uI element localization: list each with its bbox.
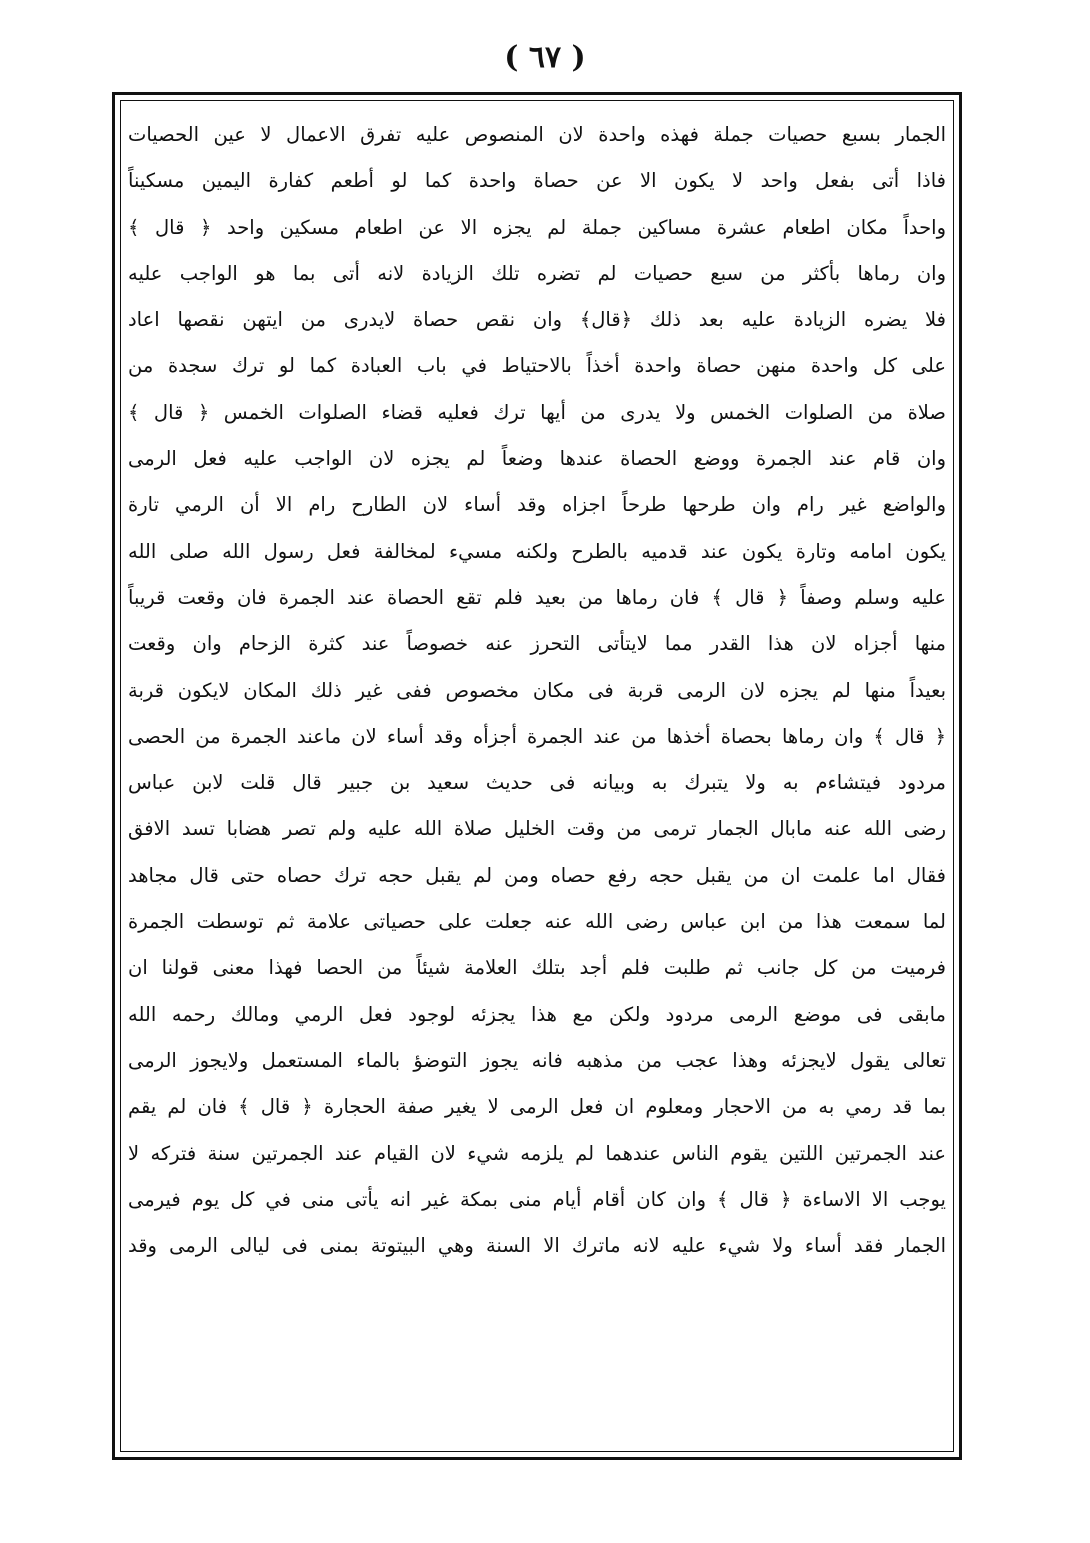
text-line: صلاة من الصلوات الخمس ولا يدرى من أيها ترك فعليه قضاء الصلوات الخمس ﴿ قال ﴾ (128, 400, 946, 424)
text-body (128, 112, 946, 1269)
text-line: فلا يضره الزيادة عليه بعد ذلك ﴿قال﴾ وان نقص حصاة لايدرى من ايتهن نقصها اعاد (128, 308, 946, 332)
text-line: فاذا أتى بفعل واحد لا يكون الا عن حصاة واحدة كما لو أطعم كفارة اليمين مسكيناً (128, 169, 946, 193)
text-line: منها أجزاه لان هذا القدر مما لايتأتى التحرز عنه خصوصاً عند كثرة الزحام وان وقعت (128, 632, 946, 656)
text-line: وان قام عند الجمرة ووضع الحصاة عندها وضعاً لم يجزه لان الواجب عليه فعل الرمى (128, 447, 946, 471)
page-number: ( ٦٧ ) (504, 40, 586, 75)
text-line: يكون امامه وتارة يكون عند قدميه بالطرح ولكنه مسيء لمخالفة فعل رسول الله صلى الله (128, 539, 946, 563)
text-line: والواضع غير رام وان طرحها طرحاً اجزاه وقد أساء لان الطارح رام الا أن الرمي تارة (128, 493, 946, 517)
text-line: بعيداً منها لم يجزه لان الرمى قربة فى مكان مخصوص ففى غير ذلك المكان لايكون قربة (128, 678, 946, 702)
text-line: فرميت من كل جانب ثم طلبت فلم أجد بتلك العلامة شيئاً من الحصا فهذا معنى قولنا ان (128, 956, 946, 980)
text-line: عليه وسلم وصفاً ﴿ قال ﴾ فان رماها من بعيد فلم تقع الحصاة عند الجمرة فان وقعت قريباً (128, 585, 946, 609)
text-line: لما سمعت هذا من ابن عباس رضى الله عنه جعلت على حصياتى علامة ثم توسطت الجمرة (128, 910, 946, 934)
text-line: واحداً مكان اطعام عشرة مساكين جملة لم يجزه الا عن اطعام مسكين واحد ﴿ قال ﴾ (128, 215, 946, 239)
text-line: عند الجمرتين اللتين يقوم الناس عندهما لم يلزمه شيء لان القيام عند الجمرتين سنة فتركه لا (128, 1141, 946, 1165)
text-line: رضى الله عنه مابال الجمار ترمى من وقت الخليل صلاة الله عليه ولم تصر هضابا تسد الافق (128, 817, 946, 841)
text-line: على كل واحدة منهن حصاة واحدة أخذاً بالاحتياط في باب العبادة كما لو ترك سجدة من (128, 354, 946, 378)
text-line: الجمار بسبع حصيات جملة فهذه واحدة لان المنصوص عليه تفرق الاعمال لا عين الحصيات (128, 123, 946, 146)
text-line: فقال اما علمت ان من يقبل حجه رفع حصاه ومن لم يقبل حجه ترك حصاه حتى قال مجاهد (128, 863, 946, 887)
text-line: الجمار فقد أساء ولا شيء عليه لانه ماترك الا السنة وهي البيتوتة بمنى فى ليالى الرمى وقد (128, 1234, 946, 1258)
text-line: ﴿ قال ﴾ وان رماها بحصاة أخذها من عند الجمرة أجزأه وقد أساء لان ماعند الجمرة من الحصى (128, 724, 946, 748)
text-line: تعالى يقول لايجزئه وهذا عجب من مذهبه فانه يجوز التوضؤ بالماء المستعمل ولايجوز الرمى (128, 1048, 946, 1072)
text-line: يوجب الا الاساءة ﴿ قال ﴾ وان كان أقام أيام منى بمكة غير انه يأتى منى في كل يوم فيرمى (128, 1187, 946, 1211)
text-line: وان رماها بأكثر من سبع حصيات لم تضره تلك الزيادة لانه أتى بما هو الواجب عليه (128, 261, 946, 285)
text-line: مردود فيتشاءم به ولا يتبرك به وبيانه فى حديث سعيد بن جبير قال قلت لابن عباس (128, 771, 946, 795)
text-line: مابقى فى موضع الرمى مردود ولكن مع هذا يجزئه لوجود فعل الرمي ومالك رحمه الله (128, 1002, 946, 1026)
text-line: بما قد رمي به من الاحجار ومعلوم ان فعل الرمى لا يغير صفة الحجارة ﴿ قال ﴾ فان لم يقم (128, 1095, 946, 1119)
